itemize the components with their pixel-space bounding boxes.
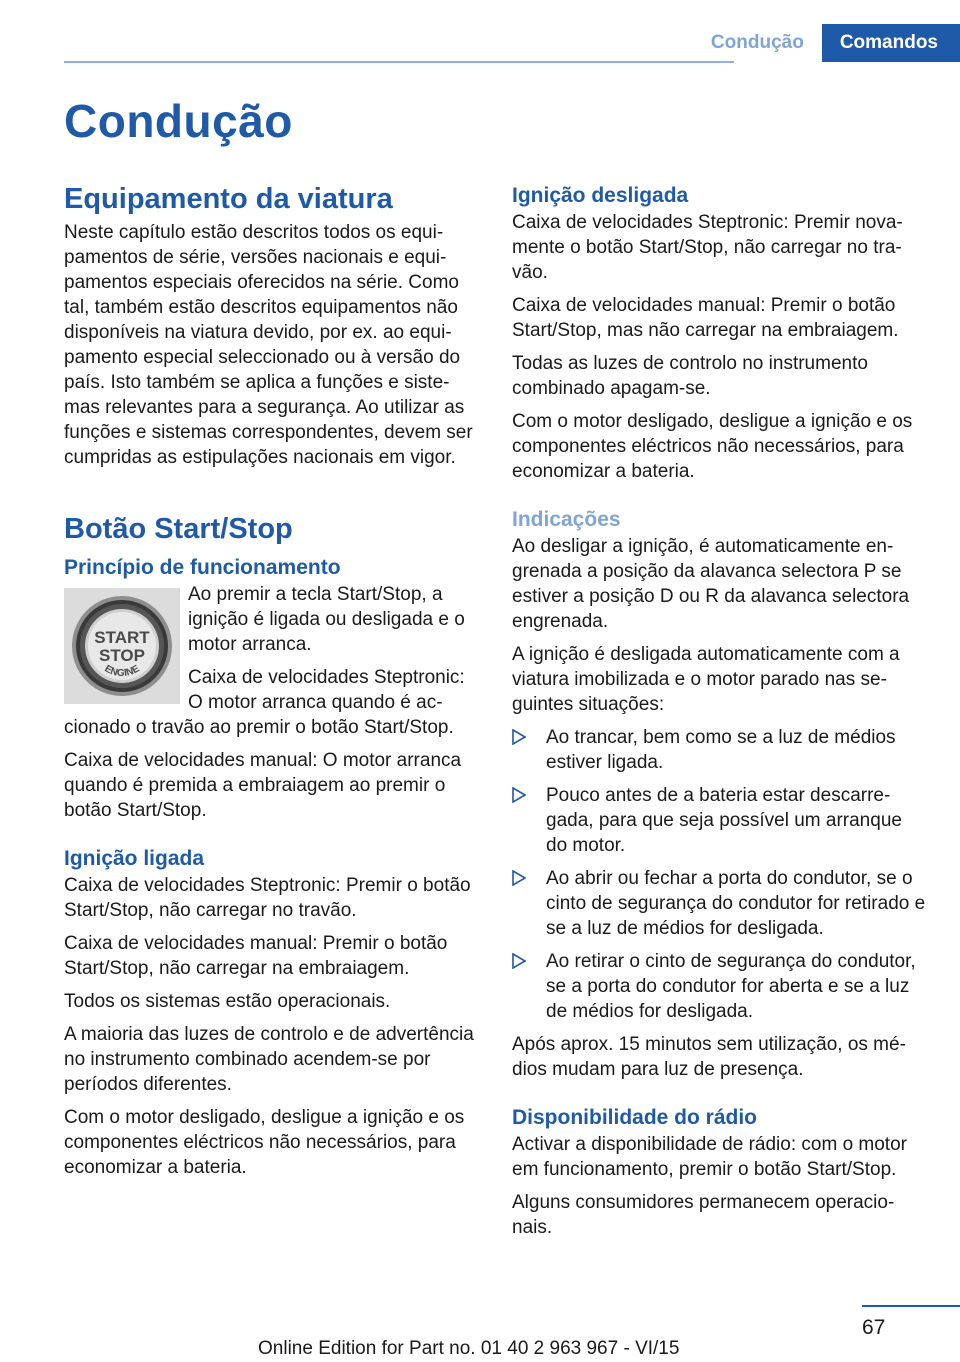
- paragraph-equipamento: Neste capítulo estão descritos todos os equipamentos de série, versões nacionais e equipamentos especiais oferecidos na série. Como tal, também estão descritos equipamentos não disponíveis na viatura devido, por ex. ao equipamento especial seleccionado ou à versão do país. Isto também se aplica a funções e sistemas relevantes para a segurança. Ao utilizar as funções e sistemas correspondentes, devem ser cumpridas as estipulações nacionais em vigor.: [64, 222, 473, 468]
- paragraph-principio-2: Caixa de velocidades Steptronic: O motor arranca quando é accionado o travão ao premir o botão Start/Stop.: [64, 667, 465, 738]
- situations-list: [512, 725, 928, 1024]
- heading-equipamento: Equipamento da viatura: [64, 183, 393, 215]
- right-column: [512, 182, 928, 1248]
- list-item-text: Pouco antes de a bateria estar descarregada, para que seja possível um arranque do motor.: [546, 785, 902, 856]
- paragraph-ignicao-ligada-5: Com o motor desligado, desligue a ignição e os componentes eléctricos não necessários, para economizar a bateria.: [64, 1107, 465, 1178]
- heading-indicacoes: Indicações: [512, 508, 621, 531]
- chapter-title: Condução: [64, 95, 293, 147]
- paragraph-ignicao-desligada-1: Caixa de velocidades Steptronic: Premir novamente o botão Start/Stop, não carregar no travão.: [512, 212, 903, 283]
- header-divider: [64, 61, 734, 63]
- triangle-bullet-icon: [512, 870, 526, 886]
- paragraph-ignicao-desligada-3: Todas as luzes de controlo no instrumento combinado apagam-se.: [512, 353, 868, 399]
- heading-botao-start-stop: Botão Start/Stop: [64, 513, 293, 545]
- paragraph-principio-1: Ao premir a tecla Start/Stop, a ignição é ligada ou desligada e o motor arranca.: [188, 584, 465, 655]
- list-item-text: Ao retirar o cinto de segurança do condutor, se a porta do condutor for aberta e se a luz de médios for desligada.: [546, 951, 916, 1022]
- triangle-bullet-icon: [512, 953, 526, 969]
- paragraph-indicacoes-2: A ignição é desligada automaticamente com a viatura imobilizada e o motor parado nas seguintes situações:: [512, 644, 900, 715]
- list-item: [512, 725, 928, 775]
- start-stop-icon: [64, 588, 180, 704]
- list-item: [512, 866, 928, 941]
- button-text-engine: ENGINE: [102, 663, 142, 680]
- paragraph-ignicao-ligada-1: Caixa de velocidades Steptronic: Premir o botão Start/Stop, não carregar no travão.: [64, 875, 471, 921]
- button-text-stop: STOP: [99, 646, 145, 665]
- button-text-start: START: [94, 628, 150, 647]
- paragraph-indicacoes-1: Ao desligar a ignição, é automaticamente engrenada a posição da alavanca selectora P se estiver a posição D ou R da alavanca selectora engrenada.: [512, 536, 910, 632]
- paragraph-radio-1: Activar a disponibilidade de rádio: com o motor em funcionamento, premir o botão Start/Stop.: [512, 1134, 907, 1180]
- list-item-text: Ao trancar, bem como se a luz de médios estiver ligada.: [546, 727, 896, 773]
- paragraph-ignicao-ligada-2: Caixa de velocidades manual: Premir o botão Start/Stop, não carregar na embraiagem.: [64, 933, 448, 979]
- list-item-text: Ao abrir ou fechar a porta do condutor, se o cinto de segurança do condutor for retirado e se a luz de médios for desligada.: [546, 868, 926, 939]
- paragraph-ignicao-desligada-4: Com o motor desligado, desligue a ignição e os componentes eléctricos não necessários, para economizar a bateria.: [512, 411, 913, 482]
- page-number: 67: [862, 1316, 886, 1339]
- heading-principio: Princípio de funcionamento: [64, 556, 341, 579]
- heading-ignicao-desligada: Ignição desligada: [512, 184, 689, 207]
- triangle-bullet-icon: [512, 729, 526, 745]
- paragraph-ignicao-desligada-2: Caixa de velocidades manual: Premir o botão Start/Stop, mas não carregar na embraiagem.: [512, 295, 899, 341]
- tab-conducao[interactable]: Condução: [693, 24, 822, 62]
- left-column: [64, 180, 479, 1188]
- heading-ignicao-ligada: Ignição ligada: [64, 847, 205, 870]
- triangle-bullet-icon: [512, 787, 526, 803]
- list-item: [512, 949, 928, 1024]
- start-stop-button-image: [64, 588, 180, 704]
- footer-divider: [862, 1305, 960, 1307]
- paragraph-ignicao-ligada-4: A maioria das luzes de controlo e de advertência no instrumento combinado acendem-se por períodos diferentes.: [64, 1024, 474, 1095]
- tab-comandos[interactable]: Comandos: [822, 24, 960, 62]
- header-tabs: [693, 24, 960, 62]
- footer-edition: Online Edition for Part no. 01 40 2 963 967 - VI/15: [258, 1338, 680, 1359]
- paragraph-indicacoes-3: Após aprox. 15 minutos sem utilização, os médios mudam para luz de presença.: [512, 1034, 906, 1080]
- paragraph-ignicao-ligada-3: Todos os sistemas estão operacionais.: [64, 991, 391, 1012]
- paragraph-radio-2: Alguns consumidores permanecem operacionais.: [512, 1192, 895, 1238]
- paragraph-principio-3: Caixa de velocidades manual: O motor arranca quando é premida a embraiagem ao premir o botão Start/Stop.: [64, 750, 462, 821]
- list-item: [512, 783, 928, 858]
- heading-disponibilidade-radio: Disponibilidade do rádio: [512, 1106, 758, 1129]
